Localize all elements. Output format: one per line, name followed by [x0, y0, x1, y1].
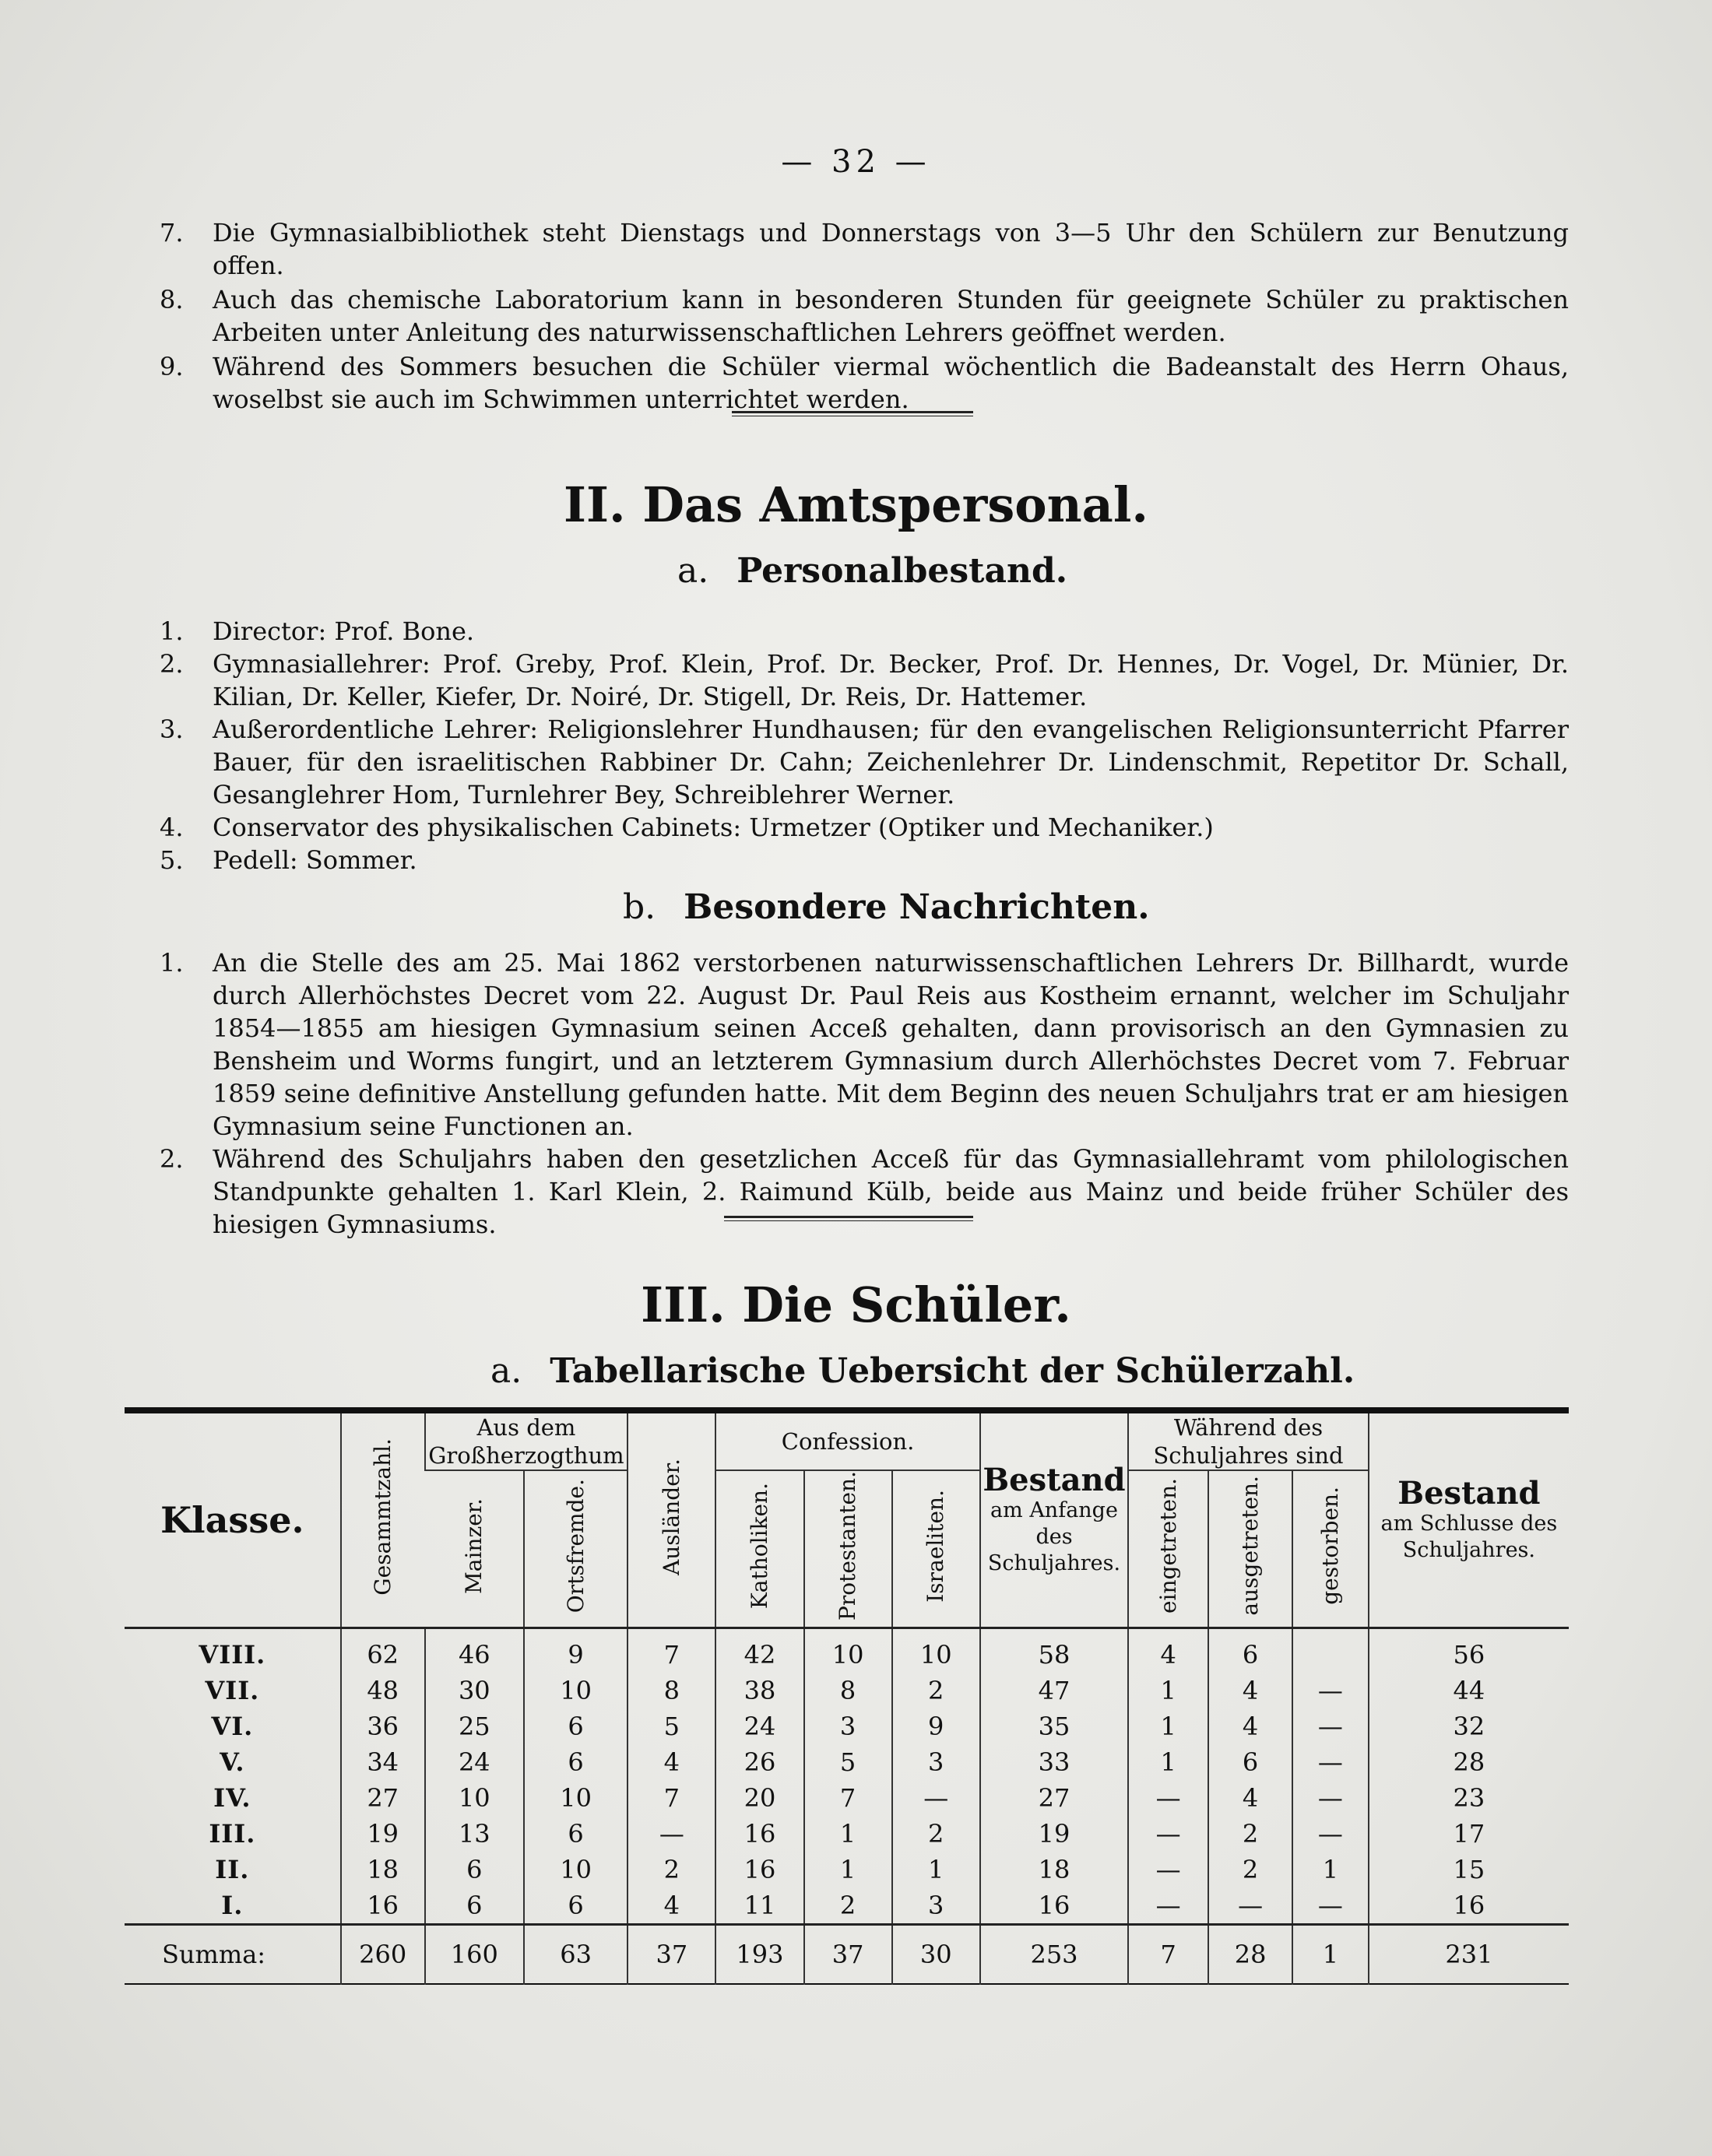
cell-anfang: 16	[980, 1887, 1129, 1925]
list-item	[160, 615, 1569, 648]
bestand-anfang-sub: am Anfange des Schuljahres.	[987, 1498, 1121, 1575]
table-row	[125, 1887, 1569, 1925]
cell-klasse: II.	[215, 1855, 250, 1885]
item-number: 5.	[160, 845, 184, 875]
cell-klasse: VII.	[205, 1676, 260, 1706]
list-item	[160, 713, 1569, 811]
cell-protestanten: 1	[804, 1816, 892, 1852]
cell-gesamt: 34	[341, 1744, 425, 1780]
item-number: 3.	[160, 715, 184, 744]
cell-klasse: VI.	[211, 1712, 254, 1742]
col-group-waehrend: Während des Schuljahres sind	[1128, 1410, 1369, 1470]
cell-eingetreten: 1	[1128, 1708, 1208, 1744]
cell-anfang: 33	[980, 1744, 1129, 1780]
item-text: Pedell: Sommer.	[213, 845, 417, 875]
cell-mainzer: 10	[425, 1780, 524, 1816]
cell-auslaender: 8	[627, 1673, 715, 1708]
list-item	[160, 648, 1569, 713]
list-item	[160, 283, 1569, 349]
cell-ausgetreten: 6	[1208, 1744, 1292, 1780]
cell-eingetreten: —	[1128, 1887, 1208, 1925]
cell-gesamt: 16	[341, 1887, 425, 1925]
item-text: Während des Sommers besuchen die Schüler viermal wöchentlich die Badeanstalt des Herrn Ohaus, woselbst sie auch im Schwimmen unterrichtet werden.	[213, 352, 1569, 414]
cell-schluss: 23	[1369, 1780, 1569, 1816]
cell-israeliten: 2	[892, 1673, 980, 1708]
summa-protestanten: 37	[804, 1925, 892, 1985]
table-header-row	[125, 1410, 1569, 1470]
subheading-title: Besondere Nachrichten.	[684, 887, 1150, 927]
col-bestand-anfang	[980, 1410, 1129, 1628]
cell-gestorben: —	[1292, 1887, 1369, 1925]
cell-gestorben	[1292, 1628, 1369, 1673]
cell-gesamt: 62	[341, 1628, 425, 1673]
col-protestanten: Protestanten.	[804, 1470, 892, 1628]
cell-mainzer: 6	[425, 1852, 524, 1887]
cell-klasse: VIII.	[199, 1640, 266, 1670]
summa-schluss: 231	[1369, 1925, 1569, 1985]
table-row	[125, 1628, 1569, 1673]
item-number: 7.	[160, 218, 184, 248]
cell-eingetreten: 4	[1128, 1628, 1208, 1673]
summa-israeliten: 30	[892, 1925, 980, 1985]
item-text: Director: Prof. Bone.	[213, 616, 475, 646]
col-bestand-schluss	[1369, 1410, 1569, 1628]
col-ortsfremde: Ortsfremde.	[524, 1470, 627, 1628]
cell-katholiken: 42	[715, 1628, 803, 1673]
list-item	[160, 1143, 1569, 1241]
cell-ortsfremde: 6	[524, 1744, 627, 1780]
summa-ortsfremde: 63	[524, 1925, 627, 1985]
cell-klasse: V.	[220, 1747, 245, 1778]
cell-anfang: 27	[980, 1780, 1129, 1816]
summa-mainzer: 160	[425, 1925, 524, 1985]
cell-ortsfremde: 9	[524, 1628, 627, 1673]
table-row	[125, 1852, 1569, 1887]
summa-label: Summa:	[125, 1925, 341, 1985]
cell-gestorben: 1	[1292, 1852, 1369, 1887]
cell-protestanten: 8	[804, 1673, 892, 1708]
cell-protestanten: 1	[804, 1852, 892, 1887]
summa-katholiken: 193	[715, 1925, 803, 1985]
cell-katholiken: 11	[715, 1887, 803, 1925]
cell-protestanten: 7	[804, 1780, 892, 1816]
section-divider	[724, 1216, 973, 1221]
cell-mainzer: 46	[425, 1628, 524, 1673]
cell-klasse: I.	[221, 1891, 244, 1921]
cell-auslaender: —	[627, 1816, 715, 1852]
cell-schluss: 17	[1369, 1816, 1569, 1852]
col-klasse: Klasse.	[125, 1410, 341, 1628]
cell-gestorben: —	[1292, 1744, 1369, 1780]
subheading-besondere-nachrichten	[623, 887, 1150, 927]
summa-row	[125, 1925, 1569, 1985]
list-item	[160, 350, 1569, 416]
cell-israeliten: 3	[892, 1744, 980, 1780]
summa-gesamt: 260	[341, 1925, 425, 1985]
cell-schluss: 44	[1369, 1673, 1569, 1708]
cell-anfang: 18	[980, 1852, 1129, 1887]
summa-auslaender: 37	[627, 1925, 715, 1985]
item-text: Conservator des physikalischen Cabinets: Urmetzer (Optiker und Mechaniker.)	[213, 813, 1214, 842]
cell-gestorben: —	[1292, 1780, 1369, 1816]
cell-ausgetreten: 4	[1208, 1673, 1292, 1708]
cell-katholiken: 16	[715, 1852, 803, 1887]
cell-auslaender: 4	[627, 1887, 715, 1925]
cell-anfang: 58	[980, 1628, 1129, 1673]
summa-gestorben: 1	[1292, 1925, 1369, 1985]
cell-ortsfremde: 10	[524, 1780, 627, 1816]
subheading-personalbestand	[677, 551, 1067, 591]
cell-schluss: 16	[1369, 1887, 1569, 1925]
personalbestand-list	[160, 615, 1569, 876]
list-item	[160, 811, 1569, 844]
list-item	[160, 216, 1569, 282]
cell-auslaender: 7	[627, 1780, 715, 1816]
cell-gestorben: —	[1292, 1816, 1369, 1852]
cell-ortsfremde: 10	[524, 1852, 627, 1887]
cell-israeliten: 10	[892, 1628, 980, 1673]
cell-protestanten: 2	[804, 1887, 892, 1925]
col-katholiken: Katholiken.	[715, 1470, 803, 1628]
cell-ausgetreten: 6	[1208, 1628, 1292, 1673]
cell-mainzer: 6	[425, 1887, 524, 1925]
cell-gesamt: 19	[341, 1816, 425, 1852]
cell-ortsfremde: 6	[524, 1708, 627, 1744]
cell-protestanten: 10	[804, 1628, 892, 1673]
summa-eingetreten: 7	[1128, 1925, 1208, 1985]
item-text: Auch das chemische Laboratorium kann in besonderen Stunden für geeignete Schüler zu praktischen Arbeiten unter Anleitung des naturwissenschaftlichen Lehrers geöffnet werden.	[213, 285, 1569, 347]
cell-anfang: 35	[980, 1708, 1129, 1744]
cell-eingetreten: 1	[1128, 1673, 1208, 1708]
cell-ausgetreten: 4	[1208, 1780, 1292, 1816]
col-group-grossherzogthum: Aus dem Großherzogthum	[425, 1410, 628, 1470]
cell-katholiken: 38	[715, 1673, 803, 1708]
cell-gesamt: 27	[341, 1780, 425, 1816]
cell-schluss: 28	[1369, 1744, 1569, 1780]
cell-israeliten: —	[892, 1780, 980, 1816]
cell-mainzer: 13	[425, 1816, 524, 1852]
section-divider	[732, 411, 973, 416]
item-text: Gymnasiallehrer: Prof. Greby, Prof. Klein, Prof. Dr. Becker, Prof. Dr. Hennes, Dr. Vogel, Dr. Münier, Dr. Kilian, Dr. Keller, Kiefer, Dr. Noiré, Dr. Stigell, Dr. Reis, Dr. Hattemer.	[213, 649, 1569, 711]
subheading-letter: a.	[490, 1351, 522, 1391]
cell-ortsfremde: 10	[524, 1673, 627, 1708]
section-title-amtspersonal: II. Das Amtspersonal.	[564, 476, 1148, 533]
cell-eingetreten: —	[1128, 1816, 1208, 1852]
item-number: 1.	[160, 948, 184, 978]
cell-gesamt: 18	[341, 1852, 425, 1887]
item-number: 4.	[160, 813, 184, 842]
cell-katholiken: 24	[715, 1708, 803, 1744]
cell-eingetreten: —	[1128, 1852, 1208, 1887]
nachrichten-list	[160, 946, 1569, 1241]
bestand-schluss-sub: am Schlusse des Schuljahres.	[1380, 1512, 1558, 1562]
cell-katholiken: 20	[715, 1780, 803, 1816]
cell-israeliten: 9	[892, 1708, 980, 1744]
item-text: An die Stelle des am 25. Mai 1862 verstorbenen naturwissenschaftlichen Lehrers Dr. Billhardt, wurde durch Allerhöchstes Decret vom 22. August Dr. Paul Reis aus Kostheim ernannt, welcher im Schuljahr 1854—1855 am hiesigen Gymnasium seinen Acceß gehalten, dann provisorisch an den Gymnasien zu Bensheim und Worms fungirt, und an letzterem Gymnasium durch Allerhöchstes Decret vom 7. Februar 1859 seine definitive Anstellung gefunden hatte. Mit dem Beginn des neuen Schuljahrs trat er am hiesigen Gymnasium seine Functionen an.	[213, 948, 1569, 1141]
subheading-letter: a.	[677, 551, 709, 591]
table-row	[125, 1673, 1569, 1708]
cell-schluss: 15	[1369, 1852, 1569, 1887]
item-number: 8.	[160, 285, 184, 314]
cell-protestanten: 5	[804, 1744, 892, 1780]
subheading-title: Tabellarische Uebersicht der Schülerzahl.	[550, 1351, 1355, 1391]
bestand-schluss-title: Bestand	[1397, 1475, 1541, 1512]
item-number: 1.	[160, 616, 184, 646]
cell-israeliten: 2	[892, 1816, 980, 1852]
item-number: 9.	[160, 352, 184, 381]
cell-gesamt: 48	[341, 1673, 425, 1708]
cell-schluss: 56	[1369, 1628, 1569, 1673]
cell-auslaender: 2	[627, 1852, 715, 1887]
item-text: Die Gymnasialbibliothek steht Dienstags und Donnerstags von 3—5 Uhr den Schülern zur Benutzung offen.	[213, 218, 1569, 280]
cell-ausgetreten: 4	[1208, 1708, 1292, 1744]
cell-mainzer: 25	[425, 1708, 524, 1744]
table-row	[125, 1816, 1569, 1852]
item-number: 2.	[160, 649, 184, 679]
cell-auslaender: 4	[627, 1744, 715, 1780]
table-row	[125, 1708, 1569, 1744]
cell-auslaender: 5	[627, 1708, 715, 1744]
cell-ortsfremde: 6	[524, 1816, 627, 1852]
cell-mainzer: 30	[425, 1673, 524, 1708]
col-gestorben: gestorben.	[1292, 1470, 1369, 1628]
summa-anfang: 253	[980, 1925, 1129, 1985]
list-item	[160, 844, 1569, 876]
schueler-table-wrap	[125, 1407, 1569, 1985]
cell-auslaender: 7	[627, 1628, 715, 1673]
cell-protestanten: 3	[804, 1708, 892, 1744]
item-text: Während des Schuljahrs haben den gesetzlichen Acceß für das Gymnasiallehramt vom philologischen Standpunkte gehalten 1. Karl Klein, 2. Raimund Külb, beide aus Mainz und beide früher Schüler des hiesigen Gymnasiums.	[213, 1144, 1569, 1239]
schueler-table	[125, 1407, 1569, 1985]
col-gesamtzahl: Gesammtzahl.	[341, 1410, 425, 1628]
section-title-schueler: III. Die Schüler.	[641, 1276, 1071, 1333]
cell-katholiken: 16	[715, 1816, 803, 1852]
cell-katholiken: 26	[715, 1744, 803, 1780]
top-items	[160, 216, 1569, 416]
col-group-confession: Confession.	[715, 1410, 979, 1470]
table-row	[125, 1780, 1569, 1816]
cell-ausgetreten: —	[1208, 1887, 1292, 1925]
cell-ausgetreten: 2	[1208, 1852, 1292, 1887]
item-text: Außerordentliche Lehrer: Religionslehrer Hundhausen; für den evangelischen Religionsunterricht Pfarrer Bauer, für den israelitischen Rabbiner Dr. Cahn; Zeichenlehrer Dr. Lindenschmit, Repetitor Dr. Schall, Gesanglehrer Hom, Turnlehrer Bey, Schreiblehrer Werner.	[213, 715, 1569, 809]
cell-gestorben: —	[1292, 1708, 1369, 1744]
cell-klasse: III.	[209, 1819, 256, 1849]
cell-mainzer: 24	[425, 1744, 524, 1780]
col-eingetreten: eingetreten.	[1128, 1470, 1208, 1628]
col-ausgetreten: ausgetreten.	[1208, 1470, 1292, 1628]
col-auslaender: Ausländer.	[627, 1410, 715, 1628]
cell-klasse: IV.	[213, 1783, 251, 1814]
page-number: — 32 —	[781, 144, 931, 180]
cell-israeliten: 3	[892, 1887, 980, 1925]
cell-eingetreten: 1	[1128, 1744, 1208, 1780]
cell-schluss: 32	[1369, 1708, 1569, 1744]
summa-ausgetreten: 28	[1208, 1925, 1292, 1985]
list-item	[160, 946, 1569, 1143]
cell-israeliten: 1	[892, 1852, 980, 1887]
bestand-anfang-title: Bestand	[983, 1462, 1126, 1498]
cell-eingetreten: —	[1128, 1780, 1208, 1816]
cell-ausgetreten: 2	[1208, 1816, 1292, 1852]
cell-gesamt: 36	[341, 1708, 425, 1744]
cell-gestorben: —	[1292, 1673, 1369, 1708]
cell-anfang: 19	[980, 1816, 1129, 1852]
cell-anfang: 47	[980, 1673, 1129, 1708]
subheading-uebersicht	[490, 1351, 1355, 1391]
subheading-title: Personalbestand.	[736, 551, 1068, 591]
col-israeliten: Israeliten.	[892, 1470, 980, 1628]
cell-ortsfremde: 6	[524, 1887, 627, 1925]
col-mainzer: Mainzer.	[425, 1470, 524, 1628]
item-number: 2.	[160, 1144, 184, 1174]
subheading-letter: b.	[623, 887, 656, 927]
table-row	[125, 1744, 1569, 1780]
